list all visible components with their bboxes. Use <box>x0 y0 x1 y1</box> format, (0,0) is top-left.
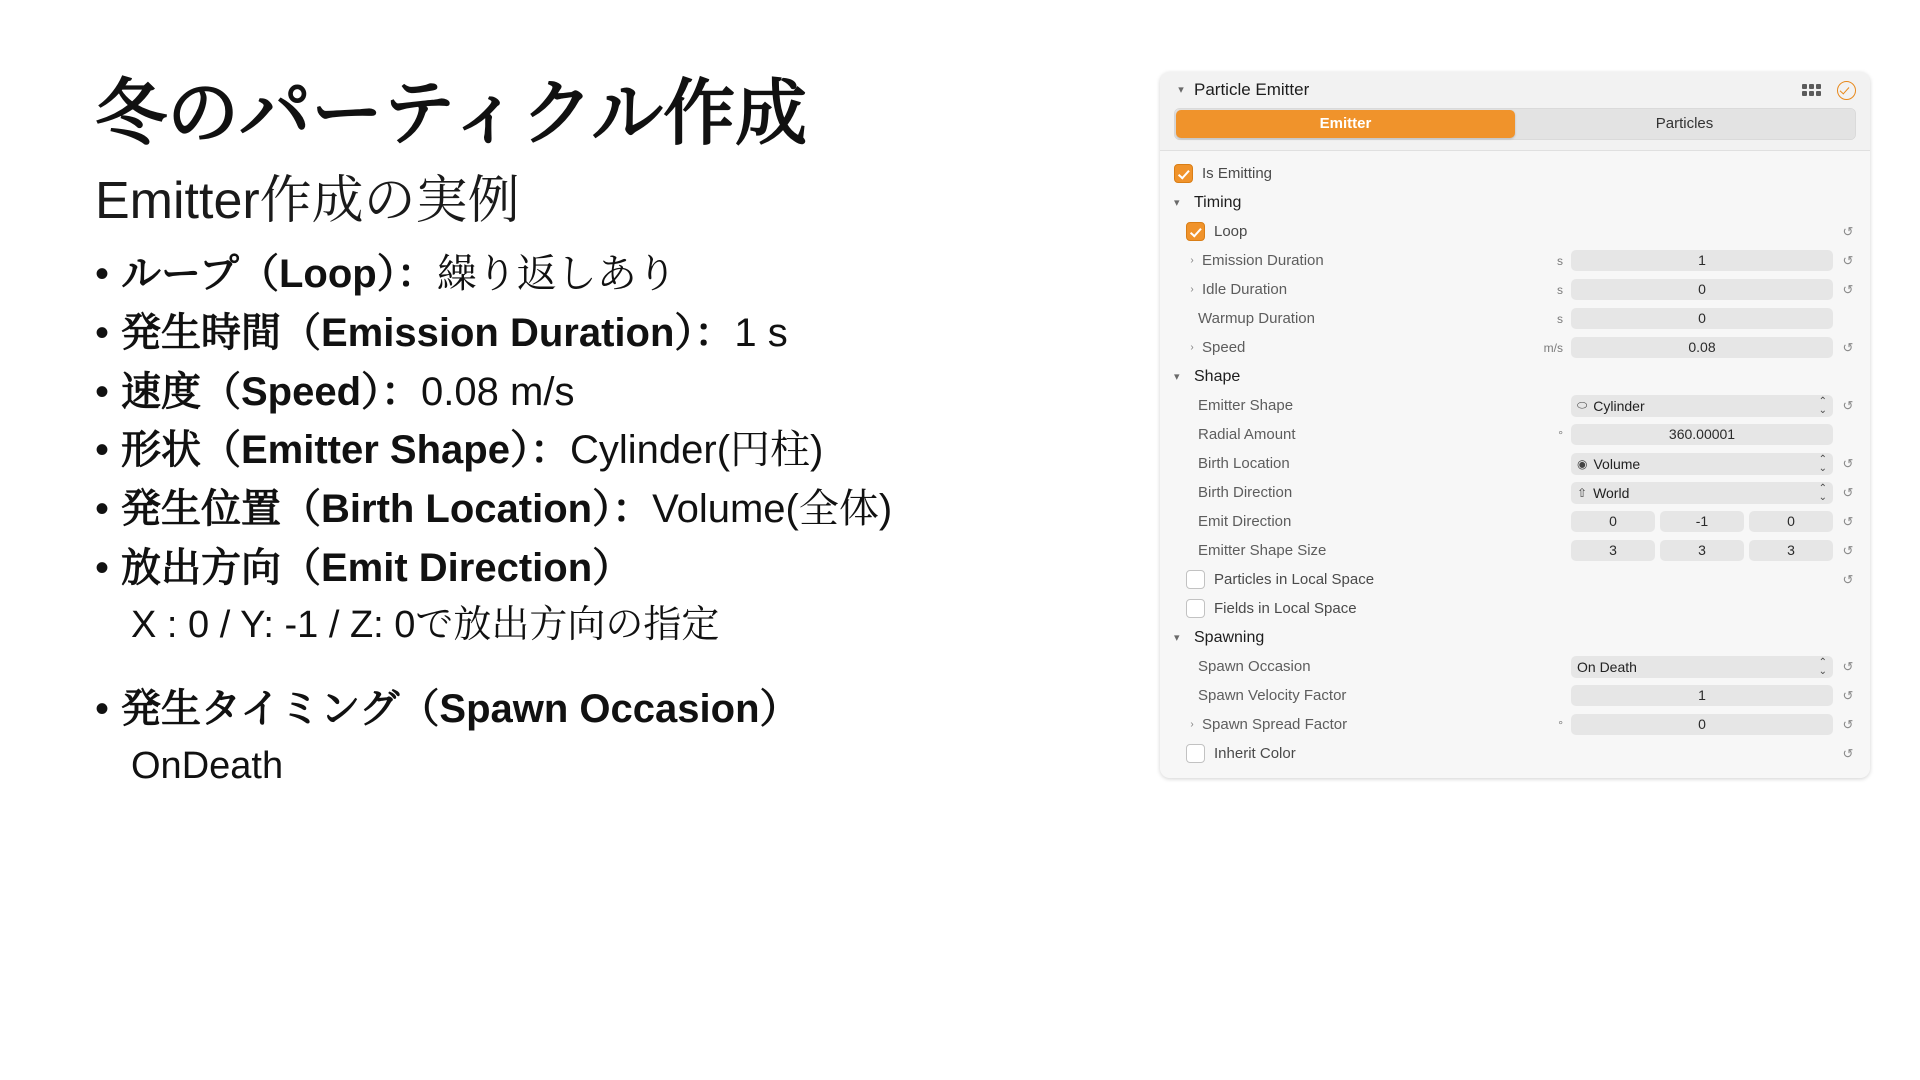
revert-icon[interactable]: ↺ <box>1842 542 1854 558</box>
inherit-color-label: Inherit Color <box>1214 745 1296 762</box>
section-timing-label: Timing <box>1194 193 1242 211</box>
spawn-spread-factor-unit: ° <box>1558 717 1563 732</box>
bullet-dot: • <box>95 251 110 296</box>
bullet-list <box>95 246 1135 793</box>
list-item <box>95 246 1135 303</box>
enabled-check-circle-icon[interactable] <box>1837 81 1856 100</box>
loop-checkbox[interactable] <box>1186 222 1205 241</box>
revert-icon[interactable]: ↺ <box>1842 281 1854 297</box>
section-shape-label: Shape <box>1194 367 1241 385</box>
row-speed[interactable] <box>1160 333 1870 362</box>
list-item <box>95 305 1135 362</box>
spawn-spread-factor-label: Spawn Spread Factor <box>1202 716 1348 733</box>
idle-duration-label: Idle Duration <box>1202 281 1288 298</box>
row-is-emitting[interactable] <box>1160 159 1870 188</box>
bullet-label: ループ（Loop）： <box>121 251 437 296</box>
spawn-velocity-factor-field[interactable]: 1 <box>1571 685 1833 706</box>
list-item <box>95 681 1135 738</box>
emit-direction-x-field[interactable]: 0 <box>1571 511 1655 532</box>
bullet-label: 発生タイミング（Spawn Occasion） <box>121 686 800 731</box>
revert-icon[interactable]: ↺ <box>1842 571 1854 587</box>
spawn-velocity-factor-label: Spawn Velocity Factor <box>1198 687 1347 704</box>
chevron-right-icon[interactable]: › <box>1190 284 1194 295</box>
row-loop[interactable] <box>1160 217 1870 246</box>
emit-direction-label: Emit Direction <box>1198 513 1292 530</box>
radial-amount-field[interactable]: 360.00001 <box>1571 424 1833 445</box>
warmup-duration-label: Warmup Duration <box>1198 310 1315 327</box>
bullet-subline: X : 0 / Y: -1 / Z: 0で放出方向の指定 <box>131 603 720 646</box>
revert-icon-placeholder <box>1840 311 1856 327</box>
chevron-right-icon[interactable]: › <box>1190 342 1194 353</box>
revert-icon[interactable]: ↺ <box>1842 745 1854 761</box>
is-emitting-label: Is Emitting <box>1202 165 1273 182</box>
row-emission-duration[interactable] <box>1160 246 1870 275</box>
panel-title: Particle Emitter <box>1194 80 1310 99</box>
row-inherit-color[interactable] <box>1160 739 1870 768</box>
speed-field[interactable]: 0.08 <box>1571 337 1833 358</box>
emit-direction-y-field[interactable]: -1 <box>1660 511 1744 532</box>
chevron-right-icon[interactable]: › <box>1190 255 1194 266</box>
emitter-particles-tabs[interactable] <box>1174 108 1856 140</box>
bullet-label: 速度（Speed）： <box>121 369 422 414</box>
birth-direction-label: Birth Direction <box>1198 484 1293 501</box>
emitter-shape-size-x-field[interactable]: 3 <box>1571 540 1655 561</box>
birth-direction-select[interactable] <box>1571 482 1833 504</box>
bullet-label: 発生時間（Emission Duration）： <box>121 310 735 355</box>
emitter-shape-size-y-field[interactable]: 3 <box>1660 540 1744 561</box>
bullet-text <box>121 540 1135 597</box>
bullet-dot: • <box>95 686 110 731</box>
bullet-dot: • <box>95 428 110 473</box>
loop-label: Loop <box>1214 223 1248 240</box>
spacer <box>95 655 1135 681</box>
section-timing-header[interactable] <box>1160 188 1870 217</box>
bullet-text <box>121 364 1135 421</box>
birth-direction-value: World <box>1593 484 1630 501</box>
revert-icon-placeholder <box>1840 601 1856 617</box>
row-warmup-duration[interactable] <box>1160 304 1870 333</box>
world-icon: ⇧ <box>1577 485 1588 500</box>
revert-icon-placeholder <box>1840 427 1856 443</box>
bullet-text <box>121 481 1135 538</box>
fields-in-local-space-label: Fields in Local Space <box>1214 600 1357 617</box>
emitter-shape-size-fields <box>1571 540 1833 561</box>
revert-icon[interactable]: ↺ <box>1842 716 1854 732</box>
inherit-color-checkbox[interactable] <box>1186 744 1205 763</box>
bullet-dot: • <box>95 545 110 590</box>
particle-emitter-inspector <box>1160 72 1870 778</box>
panel-header <box>1160 72 1870 108</box>
list-item <box>95 364 1135 421</box>
bullet-text <box>121 422 1135 479</box>
bullet-value: 0.08 m/s <box>421 369 575 414</box>
bullet-label: 発生位置（Birth Location）： <box>121 487 653 532</box>
birth-location-value: Volume <box>1593 455 1641 472</box>
warmup-duration-unit: s <box>1557 311 1563 326</box>
emitter-shape-size-label: Emitter Shape Size <box>1198 542 1327 559</box>
chevron-updown-icon[interactable]: ⌃ ⌄ <box>1818 453 1827 474</box>
particles-in-local-space-checkbox[interactable] <box>1186 570 1205 589</box>
row-emitter-shape[interactable] <box>1160 391 1870 420</box>
emitter-shape-size-z-field[interactable]: 3 <box>1749 540 1833 561</box>
emission-duration-field[interactable]: 1 <box>1571 250 1833 271</box>
radial-amount-unit: ° <box>1558 427 1563 442</box>
list-item <box>95 540 1135 597</box>
row-spawn-velocity-factor[interactable] <box>1160 681 1870 710</box>
chevron-updown-icon[interactable]: ⌃ ⌄ <box>1818 395 1827 416</box>
revert-icon[interactable]: ↺ <box>1842 339 1854 355</box>
is-emitting-checkbox[interactable] <box>1174 164 1193 183</box>
emission-duration-label: Emission Duration <box>1202 252 1324 269</box>
row-birth-location[interactable] <box>1160 449 1870 478</box>
row-spawn-spread-factor[interactable] <box>1160 710 1870 739</box>
emit-direction-fields <box>1571 511 1833 532</box>
row-birth-direction[interactable] <box>1160 478 1870 507</box>
radial-amount-label: Radial Amount <box>1198 426 1296 443</box>
revert-icon[interactable]: ↺ <box>1842 223 1854 239</box>
bullet-label: 形状（Emitter Shape）： <box>121 428 570 473</box>
particles-in-local-space-label: Particles in Local Space <box>1214 571 1375 588</box>
chevron-down-icon[interactable]: ▾ <box>1174 371 1180 383</box>
slide-content <box>95 75 1135 795</box>
tab-particles[interactable]: Particles <box>1655 115 1714 132</box>
row-emit-direction[interactable] <box>1160 507 1870 536</box>
emitter-shape-label: Emitter Shape <box>1198 397 1294 414</box>
cylinder-icon: ⬭ <box>1577 398 1588 412</box>
bullet-dot: • <box>95 310 110 355</box>
bullet-text <box>121 305 1135 362</box>
idle-duration-field[interactable]: 0 <box>1571 279 1833 300</box>
chevron-updown-icon[interactable]: ⌃ ⌄ <box>1818 482 1827 503</box>
chevron-down-icon[interactable]: ▾ <box>1174 632 1180 644</box>
row-radial-amount[interactable] <box>1160 420 1870 449</box>
emitter-shape-value: Cylinder <box>1593 397 1645 414</box>
bullet-label: 放出方向（Emit Direction） <box>121 545 633 590</box>
emitter-shape-select[interactable] <box>1571 395 1833 417</box>
bullet-text <box>121 681 1135 738</box>
revert-icon[interactable]: ↺ <box>1842 484 1854 500</box>
speed-label: Speed <box>1202 339 1246 356</box>
emission-duration-unit: s <box>1557 253 1563 268</box>
emit-direction-z-field[interactable]: 0 <box>1749 511 1833 532</box>
birth-location-label: Birth Location <box>1198 455 1290 472</box>
bullet-text <box>121 246 1135 303</box>
fields-in-local-space-checkbox[interactable] <box>1186 599 1205 618</box>
speed-unit: m/s <box>1543 340 1563 355</box>
bullet-value: Volume(全体) <box>652 487 893 532</box>
spawn-spread-factor-field[interactable]: 0 <box>1571 714 1833 735</box>
idle-duration-unit: s <box>1557 282 1563 297</box>
revert-icon[interactable]: ↺ <box>1842 658 1854 674</box>
row-fields-in-local-space[interactable] <box>1160 594 1870 623</box>
row-particles-in-local-space[interactable] <box>1160 565 1870 594</box>
chevron-updown-icon[interactable]: ⌃ ⌄ <box>1818 656 1827 677</box>
spawn-occasion-select[interactable] <box>1571 656 1833 678</box>
tab-emitter[interactable]: Emitter <box>1176 110 1515 138</box>
list-item <box>95 422 1135 479</box>
bullet-value: 1 s <box>734 310 788 355</box>
chevron-right-icon[interactable]: › <box>1190 719 1194 730</box>
bullet-subline: OnDeath <box>131 744 284 787</box>
bullet-value: Cylinder(円柱) <box>569 428 824 473</box>
chevron-down-icon[interactable]: ▾ <box>1174 197 1180 209</box>
page-title: 冬のパーティクル作成 <box>95 74 808 154</box>
section-spawning-label: Spawning <box>1194 628 1265 646</box>
volume-icon: ◉ <box>1577 456 1588 471</box>
spawn-occasion-value: On Death <box>1577 658 1637 675</box>
revert-icon[interactable]: ↺ <box>1842 455 1854 471</box>
revert-icon[interactable]: ↺ <box>1842 397 1854 413</box>
section-spawning-header[interactable] <box>1160 623 1870 652</box>
row-spawn-occasion[interactable] <box>1160 652 1870 681</box>
list-item <box>95 481 1135 538</box>
spawn-occasion-label: Spawn Occasion <box>1198 658 1311 675</box>
revert-icon[interactable]: ↺ <box>1842 252 1854 268</box>
slide-subtitle: Emitter作成の実例 <box>95 172 520 231</box>
grid-icon[interactable] <box>1802 84 1821 96</box>
bullet-value: 繰り返しあり <box>436 251 677 296</box>
revert-icon[interactable]: ↺ <box>1842 513 1854 529</box>
birth-location-select[interactable] <box>1571 453 1833 475</box>
section-shape-header[interactable] <box>1160 362 1870 391</box>
warmup-duration-field[interactable]: 0 <box>1571 308 1833 329</box>
bullet-dot: • <box>95 369 110 414</box>
chevron-down-icon[interactable]: ▾ <box>1178 84 1184 96</box>
row-idle-duration[interactable] <box>1160 275 1870 304</box>
row-emitter-shape-size[interactable] <box>1160 536 1870 565</box>
panel-body <box>1160 150 1870 778</box>
revert-icon[interactable]: ↺ <box>1842 687 1854 703</box>
bullet-dot: • <box>95 487 110 532</box>
